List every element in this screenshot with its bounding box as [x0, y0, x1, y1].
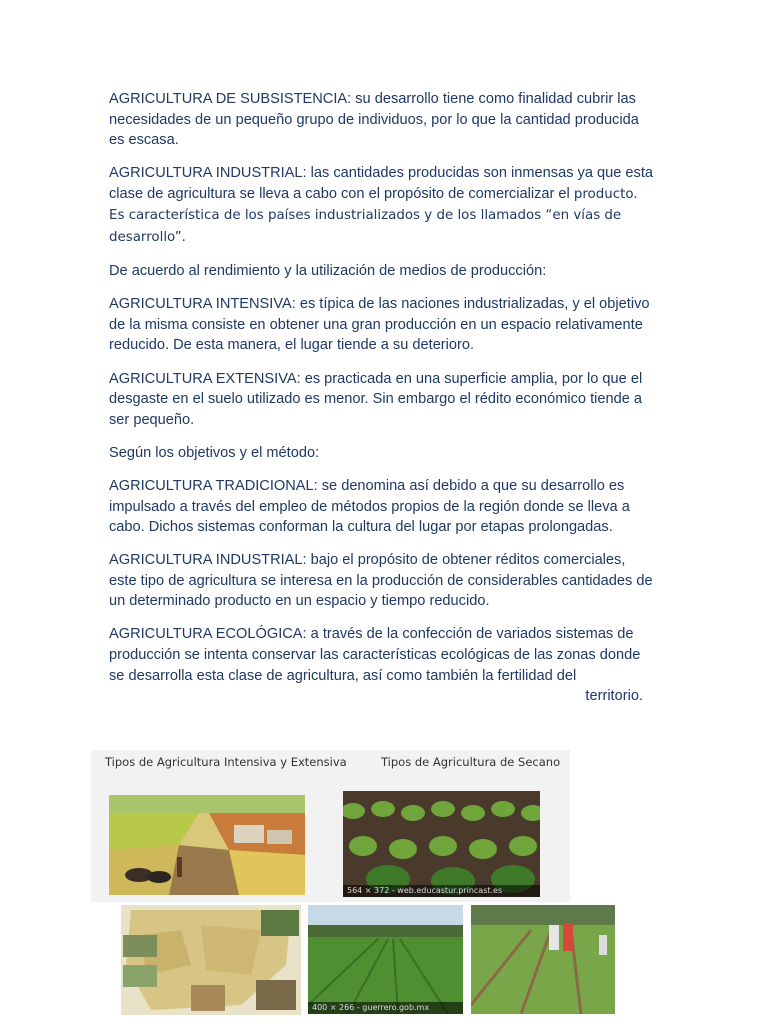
- green-field-photo: [308, 905, 463, 1014]
- map-image: [121, 905, 301, 1015]
- term: AGRICULTURA DE SUBSISTENCIA: [109, 91, 348, 107]
- paragraph-industrial-2: AGRICULTURA INDUSTRIAL: bajo el propósito de obtener réditos comerciales, este tipo de agricultura se interesa en la producción de considerables cantidades de un determinado producto en un espacio y tiempo reducido.: [109, 552, 653, 610]
- term: AGRICULTURA INDUSTRIAL: [109, 552, 303, 569]
- paragraph-objetivos: Según los objetivos y el método:: [109, 444, 320, 461]
- term: AGRICULTURA EXTENSIVA: [109, 370, 297, 387]
- term: AGRICULTURA ECOLÓGICA: [109, 626, 303, 643]
- caption-secano: Tipos de Agricultura de Secano: [381, 755, 561, 769]
- caption-intensiva-extensiva: Tipos de Agricultura Intensiva y Extensiva: [105, 755, 347, 769]
- paragraph-subsistencia: AGRICULTURA DE SUBSISTENCIA: su desarrollo tiene como finalidad cubrir las necesidades de un pequeño grupo de individuos, por lo que la cantidad producida es escasa.: [109, 91, 639, 149]
- farm-illustration-image: [109, 795, 305, 895]
- term: AGRICULTURA INTENSIVA: [109, 296, 292, 313]
- field-photo-caption: 400 × 266 - guerrero.gob.mx: [308, 1002, 463, 1014]
- document-body: [109, 89, 657, 719]
- lettuce-photo-caption: 564 × 372 - web.educastur.princast.es: [343, 885, 540, 897]
- farmers-photo: [471, 905, 615, 1014]
- term: AGRICULTURA INDUSTRIAL: [109, 165, 303, 182]
- paragraph-industrial: AGRICULTURA INDUSTRIAL: las cantidades producidas son inmensas ya que esta clase de agricultura se lleva a cabo con el propósito de comercializar el producto. Es característica de los países industrializados y de los llamados “en vías de desarrollo”.: [109, 165, 653, 246]
- term: AGRICULTURA TRADICIONAL: [109, 477, 314, 494]
- paragraph-ecologica: AGRICULTURA ECOLÓGICA: a través de la confección de variados sistemas de producción se intenta conservar las características ecológicas de las zonas donde se desarrolla esta clase de agricultura, así como también la fertilidad del territorio.: [109, 626, 643, 705]
- lettuce-rows-photo: [343, 791, 540, 897]
- paragraph-tradicional: AGRICULTURA TRADICIONAL: se denomina así debido a que su desarrollo es impulsado a través del empleo de métodos propios de la región donde se lleva a cabo. Dichos sistemas conforman la cultura del lugar por etapas prolongadas.: [109, 477, 630, 536]
- paragraph-intensiva: AGRICULTURA INTENSIVA: es típica de las naciones industrializadas, y el objetivo de la misma consiste en obtener una gran producción en un espacio relativamente reducido. De esta manera, el lugar tiende a su deterioro.: [109, 296, 650, 354]
- paragraph-extensiva: AGRICULTURA EXTENSIVA: es practicada en una superficie amplia, por lo que el desgaste en el suelo utilizado es menor. Sin embargo el rédito económico tiende a ser pequeño.: [109, 370, 643, 428]
- paragraph-medios: De acuerdo al rendimiento y la utilización de medios de producción:: [109, 263, 547, 280]
